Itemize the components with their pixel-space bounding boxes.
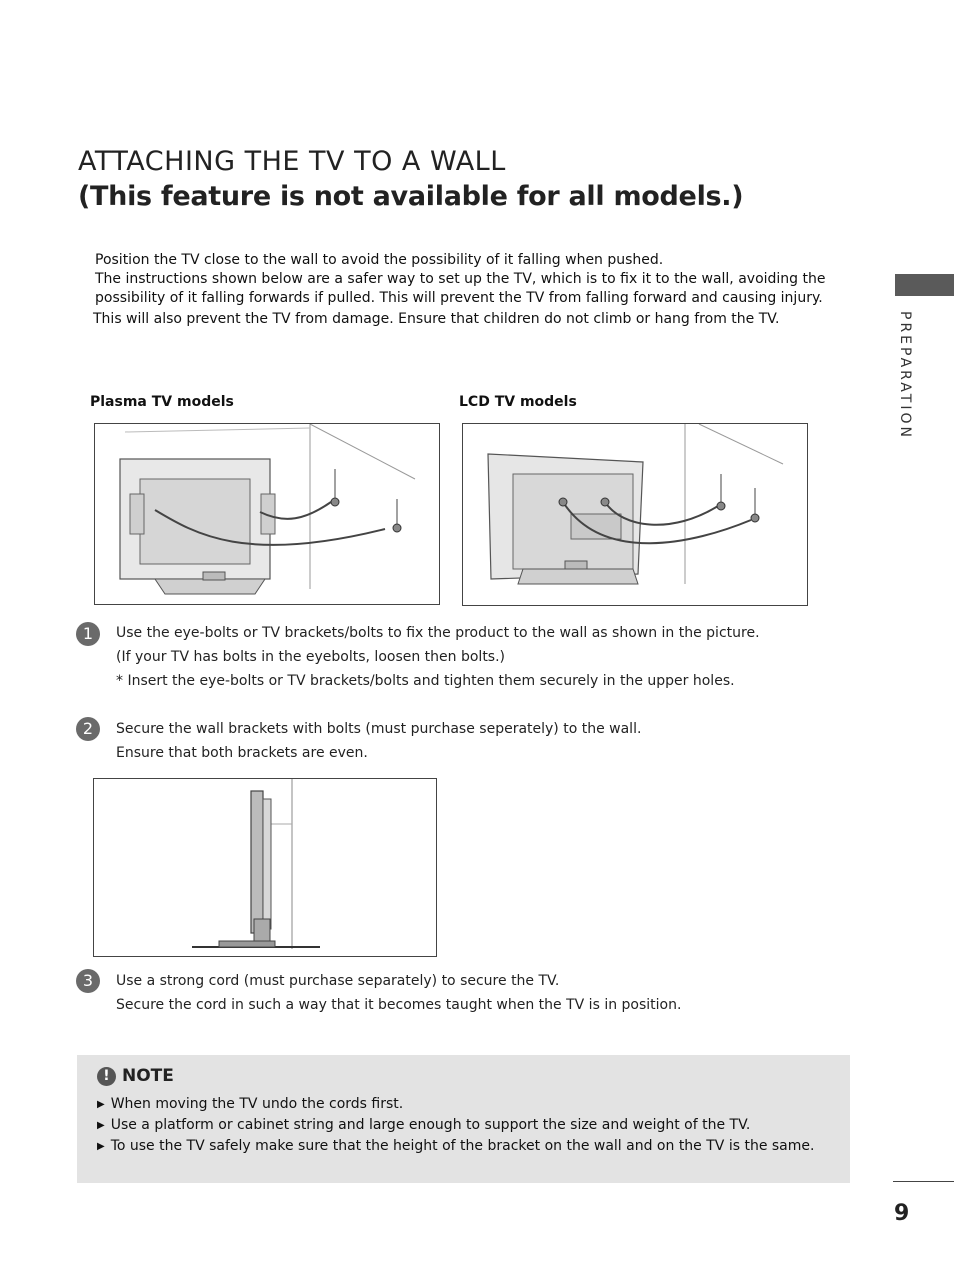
note-item-text: Use a platform or cabinet string and large enough to support the size and weight of the TV. (110, 1117, 751, 1133)
note-item (97, 1094, 814, 1115)
triangle-bullet-icon: ▶ (97, 1099, 105, 1110)
footer-divider (893, 1181, 954, 1182)
section-tab-marker (895, 274, 954, 296)
step-3-badge: 3 (76, 969, 100, 993)
note-item-text: When moving the TV undo the cords first. (110, 1096, 404, 1112)
tv-side-view-illustration (93, 778, 437, 957)
step-1-line-3: * Insert the eye-bolts or TV brackets/bolts and tighten them securely in the upper holes. (116, 673, 735, 689)
intro-line-2: The instructions shown below are a safer way to set up the TV, which is to fix it to the wall, avoiding the possibility of it falling forwards if pulled. This will prevent the TV from falling forward and causing injury. (95, 271, 826, 306)
note-item-text: To use the TV safely make sure that the height of the bracket on the wall and on the TV is the same. (110, 1138, 815, 1154)
note-list (97, 1094, 814, 1157)
step-1-text (116, 621, 760, 693)
note-header (97, 1065, 174, 1087)
triangle-bullet-icon: ▶ (97, 1141, 105, 1152)
intro-line-3: This will also prevent the TV from damage. Ensure that children do not climb or hang from the TV. (93, 311, 780, 327)
note-box (77, 1055, 850, 1183)
step-3-text (116, 969, 681, 1017)
step-2-line-2: Ensure that both brackets are even. (116, 745, 368, 761)
page-subtitle: (This feature is not available for all models.) (78, 181, 744, 212)
note-item (97, 1136, 814, 1157)
lcd-figure-label: LCD TV models (459, 394, 577, 410)
step-1-badge: 1 (76, 622, 100, 646)
step-1-line-1: Use the eye-bolts or TV brackets/bolts to fix the product to the wall as shown in the picture. (116, 625, 760, 641)
step-3-line-1: Use a strong cord (must purchase separately) to secure the TV. (116, 973, 560, 989)
plasma-figure-label: Plasma TV models (90, 394, 234, 410)
intro-text (95, 251, 835, 329)
note-title: NOTE (122, 1066, 174, 1086)
step-1-line-2: (If your TV has bolts in the eyebolts, loosen then bolts.) (116, 649, 506, 665)
lcd-tv-illustration (462, 423, 808, 606)
step-3-line-2: Secure the cord in such a way that it becomes taught when the TV is in position. (116, 997, 682, 1013)
exclamation-icon: ! (97, 1067, 116, 1086)
step-2-badge: 2 (76, 717, 100, 741)
triangle-bullet-icon: ▶ (97, 1120, 105, 1131)
section-label: PREPARATION (897, 311, 913, 440)
page-number: 9 (894, 1201, 910, 1226)
plasma-tv-illustration (94, 423, 440, 605)
page-title: ATTACHING THE TV TO A WALL (78, 146, 506, 177)
intro-line-1: Position the TV close to the wall to avoid the possibility of it falling when pushed. (95, 252, 664, 268)
step-2-text (116, 717, 641, 765)
step-2-line-1: Secure the wall brackets with bolts (must purchase seperately) to the wall. (116, 721, 642, 737)
note-item (97, 1115, 814, 1136)
